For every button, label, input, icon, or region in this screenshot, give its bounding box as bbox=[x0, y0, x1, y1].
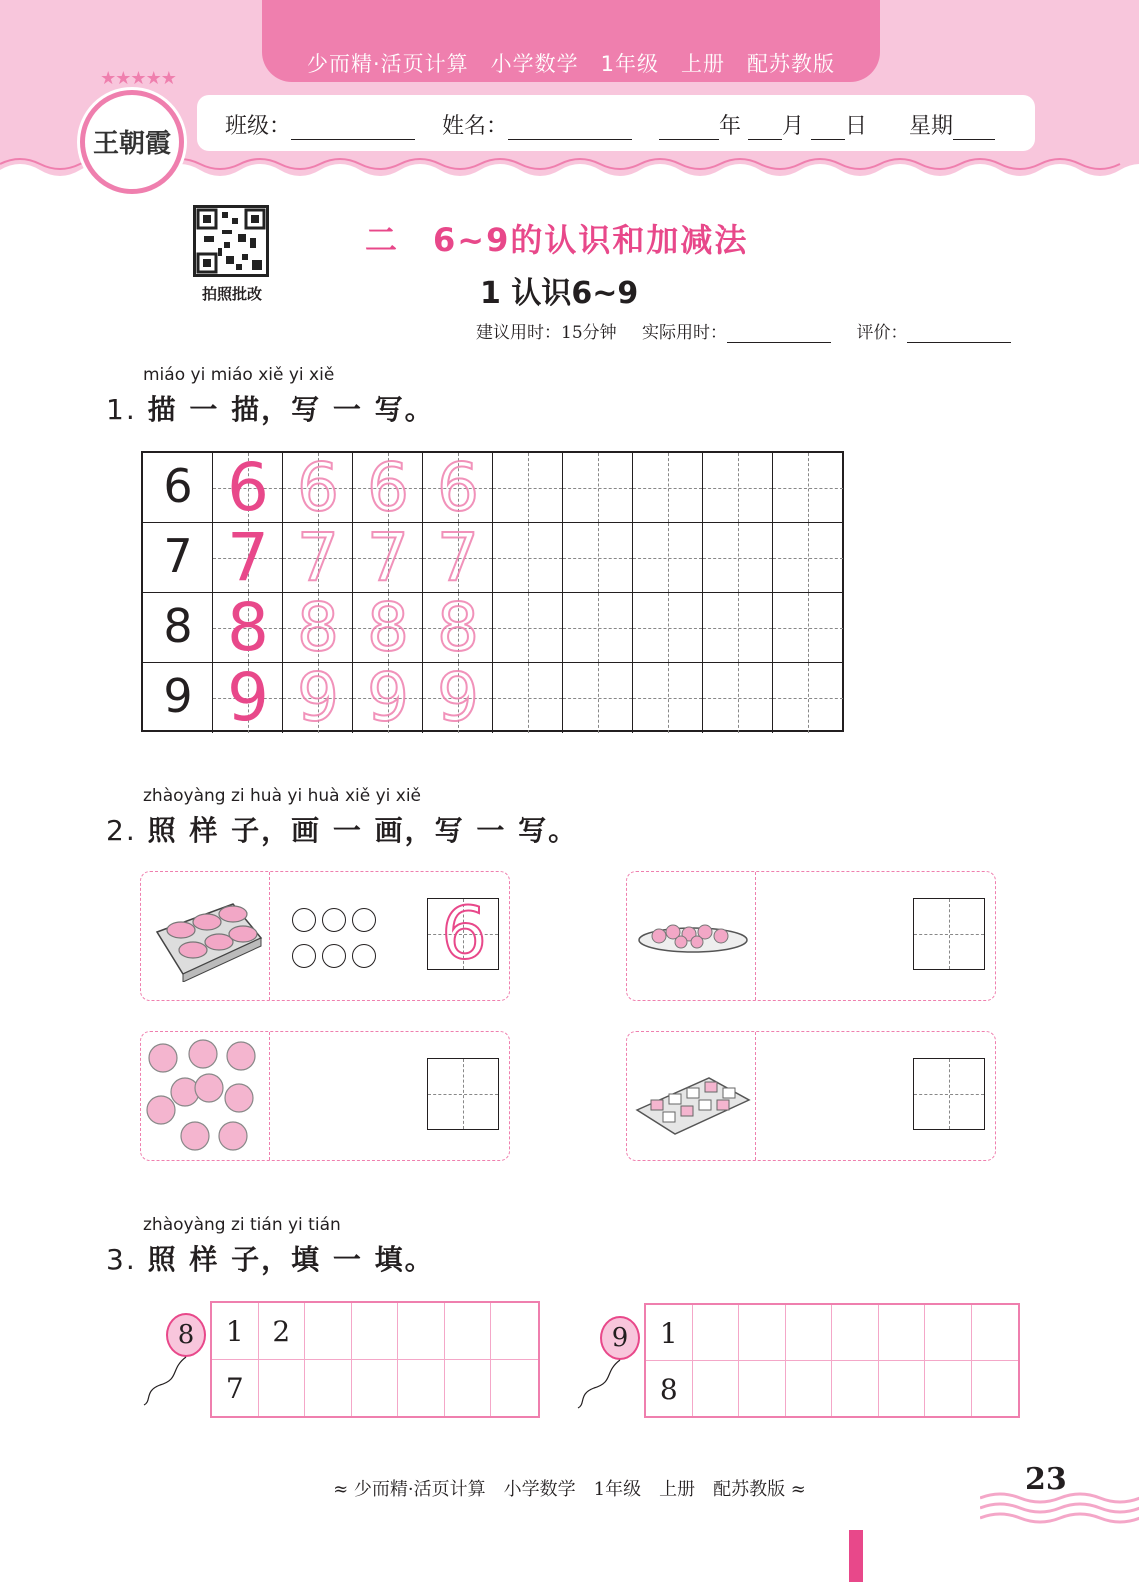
picture-card-tomatoes bbox=[140, 1031, 510, 1161]
trace-cell[interactable] bbox=[633, 593, 703, 663]
fill-cell[interactable] bbox=[786, 1361, 833, 1417]
fill-cell[interactable] bbox=[491, 1303, 538, 1360]
fill-cell[interactable] bbox=[445, 1360, 492, 1417]
date-field[interactable]: 年 月 日 bbox=[659, 109, 867, 140]
fill-cell[interactable] bbox=[693, 1361, 740, 1417]
fill-cell[interactable] bbox=[972, 1305, 1019, 1361]
row-digit: 7 bbox=[163, 529, 193, 583]
footer-text: ≈ 少而精·活页计算 小学数学 1年级 上册 配苏教版 ≈ bbox=[333, 1479, 806, 1500]
dotted-trace-digit: 8 bbox=[297, 589, 339, 666]
fill-cell[interactable] bbox=[491, 1360, 538, 1417]
trace-cell[interactable] bbox=[773, 523, 843, 593]
trace-cell[interactable] bbox=[213, 519, 283, 596]
fill-cell[interactable] bbox=[972, 1361, 1019, 1417]
fill-cell[interactable] bbox=[445, 1303, 492, 1360]
trace-cell[interactable] bbox=[423, 519, 493, 596]
q3-title: 3. 照 样 子，填 一 填。 bbox=[106, 1243, 435, 1276]
picture-card-dumplings bbox=[626, 871, 996, 1001]
picture-card-sugar-cubes bbox=[626, 1031, 996, 1161]
actual-time-input[interactable] bbox=[727, 321, 831, 343]
timing-line bbox=[476, 318, 1011, 343]
trace-cell[interactable] bbox=[213, 449, 283, 526]
fill-grid-9 bbox=[644, 1303, 1020, 1418]
lesson-title: 1 认识6~9 bbox=[480, 276, 639, 311]
dotted-trace-digit: 6 bbox=[367, 449, 409, 526]
trace-cell[interactable] bbox=[423, 589, 493, 666]
model-digit: 6 bbox=[227, 449, 269, 526]
model-digit: 8 bbox=[227, 589, 269, 666]
trace-cell[interactable] bbox=[703, 663, 773, 733]
trace-cell[interactable] bbox=[493, 593, 563, 663]
dotted-trace-digit: 9 bbox=[297, 659, 339, 736]
trace-cell[interactable] bbox=[423, 659, 493, 736]
fill-grid-8 bbox=[210, 1301, 540, 1418]
qr-caption: 拍照批改 bbox=[201, 285, 262, 303]
fill-cell[interactable] bbox=[879, 1305, 926, 1361]
fill-cell: 8 bbox=[646, 1361, 693, 1417]
fill-cell[interactable] bbox=[832, 1305, 879, 1361]
series-title: 少而精·活页计算 小学数学 1年级 上册 配苏教版 bbox=[306, 52, 836, 76]
fill-cell[interactable] bbox=[305, 1360, 352, 1417]
row-label-cell bbox=[143, 593, 213, 663]
fill-cell: 2 bbox=[259, 1303, 306, 1360]
trace-cell[interactable] bbox=[563, 523, 633, 593]
fill-cell: 1 bbox=[212, 1303, 259, 1360]
chapter-title: 二 6~9的认识和加减法 bbox=[365, 221, 749, 259]
trace-cell[interactable] bbox=[283, 589, 353, 666]
trace-cell[interactable] bbox=[563, 453, 633, 523]
trace-cell[interactable] bbox=[773, 663, 843, 733]
fill-cell: 7 bbox=[212, 1360, 259, 1417]
circle bbox=[352, 944, 376, 968]
trace-cell[interactable] bbox=[703, 593, 773, 663]
trace-cell[interactable] bbox=[493, 523, 563, 593]
fill-cell[interactable] bbox=[352, 1303, 399, 1360]
circle bbox=[322, 908, 346, 932]
q1-title: 1. 描 一 描，写 一 写。 bbox=[106, 393, 435, 426]
answer-box[interactable] bbox=[427, 891, 499, 975]
rating-input[interactable] bbox=[907, 321, 1011, 343]
dotted-trace-digit: 7 bbox=[367, 519, 409, 596]
trace-cell[interactable] bbox=[773, 453, 843, 523]
trace-cell[interactable] bbox=[563, 663, 633, 733]
fill-cell[interactable] bbox=[305, 1303, 352, 1360]
fill-cell[interactable] bbox=[693, 1305, 740, 1361]
answer-box[interactable] bbox=[913, 898, 985, 970]
dotted-trace-digit: 9 bbox=[437, 659, 479, 736]
fill-cell[interactable] bbox=[739, 1361, 786, 1417]
model-digit: 7 bbox=[227, 519, 269, 596]
row-digit: 8 bbox=[163, 599, 193, 653]
trace-cell[interactable] bbox=[213, 589, 283, 666]
q1-pinyin: miáo yi miáo xiě yi xiě bbox=[143, 365, 335, 385]
tomatoes-icon bbox=[145, 1036, 265, 1158]
dotted-trace-digit: 6 bbox=[297, 449, 339, 526]
fill-cell: 1 bbox=[646, 1305, 693, 1361]
example-answer: 6 bbox=[441, 891, 487, 975]
row-digit: 6 bbox=[163, 459, 193, 513]
row-label-cell bbox=[143, 453, 213, 523]
trace-cell[interactable] bbox=[423, 449, 493, 526]
dotted-trace-digit: 7 bbox=[297, 519, 339, 596]
qr-code-icon[interactable] bbox=[193, 205, 269, 277]
trace-cell[interactable] bbox=[493, 663, 563, 733]
dotted-trace-digit: 7 bbox=[437, 519, 479, 596]
row-label-cell bbox=[143, 523, 213, 593]
trace-cell[interactable] bbox=[353, 519, 423, 596]
student-info-box bbox=[197, 95, 1035, 151]
balloon-9: 9 bbox=[600, 1316, 640, 1360]
trace-cell[interactable] bbox=[283, 659, 353, 736]
circle bbox=[292, 944, 316, 968]
trace-cell[interactable] bbox=[703, 453, 773, 523]
trace-cell[interactable] bbox=[353, 659, 423, 736]
picture-card-egg-tarts bbox=[140, 871, 510, 1001]
fill-cell[interactable] bbox=[259, 1360, 306, 1417]
dumpling-plate-icon bbox=[635, 912, 751, 962]
answer-box[interactable] bbox=[427, 1058, 499, 1130]
logo bbox=[80, 90, 184, 194]
fill-cell[interactable] bbox=[398, 1303, 445, 1360]
trace-cell[interactable] bbox=[773, 593, 843, 663]
circle bbox=[352, 908, 376, 932]
trace-cell[interactable] bbox=[633, 523, 703, 593]
answer-box[interactable] bbox=[913, 1058, 985, 1130]
sugar-cubes-icon bbox=[633, 1060, 751, 1140]
rating-label: 评价： bbox=[856, 323, 908, 343]
suggested-time: 建议用时：15分钟 bbox=[476, 323, 617, 343]
logo-text: 王朝霞 bbox=[92, 129, 171, 159]
name-field[interactable]: 姓名： bbox=[442, 109, 632, 140]
fill-cell[interactable] bbox=[398, 1360, 445, 1417]
trace-cell[interactable] bbox=[633, 663, 703, 733]
page-edge-bar bbox=[849, 1530, 863, 1582]
balloon-8: 8 bbox=[166, 1313, 206, 1357]
q2-title: 2. 照 样 子，画 一 画，写 一 写。 bbox=[106, 814, 579, 847]
row-label-cell bbox=[143, 663, 213, 733]
q3-pinyin: zhàoyàng zi tián yi tián bbox=[143, 1215, 341, 1235]
trace-cell[interactable] bbox=[283, 519, 353, 596]
trace-cell[interactable] bbox=[283, 449, 353, 526]
dotted-trace-digit: 8 bbox=[437, 589, 479, 666]
row-digit: 9 bbox=[163, 669, 193, 723]
series-title-tab bbox=[262, 0, 880, 82]
fill-cell[interactable] bbox=[832, 1361, 879, 1417]
actual-time-label: 实际用时： bbox=[642, 323, 728, 343]
trace-cell[interactable] bbox=[213, 659, 283, 736]
fill-cell[interactable] bbox=[739, 1305, 786, 1361]
dotted-trace-digit: 8 bbox=[367, 589, 409, 666]
trace-cell[interactable] bbox=[353, 589, 423, 666]
balloon-string-icon bbox=[140, 1355, 190, 1407]
weekday-field[interactable]: 星期 bbox=[909, 109, 995, 140]
q2-pinyin: zhàoyàng zi huà yi huà xiě yi xiě bbox=[143, 786, 422, 806]
fill-cell[interactable] bbox=[352, 1360, 399, 1417]
trace-cell[interactable] bbox=[353, 449, 423, 526]
model-digit: 9 bbox=[227, 659, 269, 736]
page-number: 23 bbox=[1025, 1462, 1067, 1497]
fill-cell[interactable] bbox=[786, 1305, 833, 1361]
trace-cell[interactable] bbox=[633, 453, 703, 523]
trace-cell[interactable] bbox=[703, 523, 773, 593]
circle bbox=[322, 944, 346, 968]
fill-cell[interactable] bbox=[925, 1305, 972, 1361]
fill-cell[interactable] bbox=[925, 1361, 972, 1417]
trace-cell[interactable] bbox=[563, 593, 633, 663]
balloon-string-icon bbox=[574, 1358, 624, 1410]
dotted-trace-digit: 9 bbox=[367, 659, 409, 736]
class-field[interactable]: 班级： bbox=[225, 109, 415, 140]
trace-cell[interactable] bbox=[493, 453, 563, 523]
example-circles bbox=[289, 904, 389, 976]
fill-cell[interactable] bbox=[879, 1361, 926, 1417]
tracing-grid bbox=[141, 449, 844, 736]
circle bbox=[292, 908, 316, 932]
dotted-trace-digit: 6 bbox=[437, 449, 479, 526]
egg-tart-tray-icon bbox=[149, 892, 265, 982]
logo-stars-icon: ★★★★★ bbox=[100, 68, 176, 89]
